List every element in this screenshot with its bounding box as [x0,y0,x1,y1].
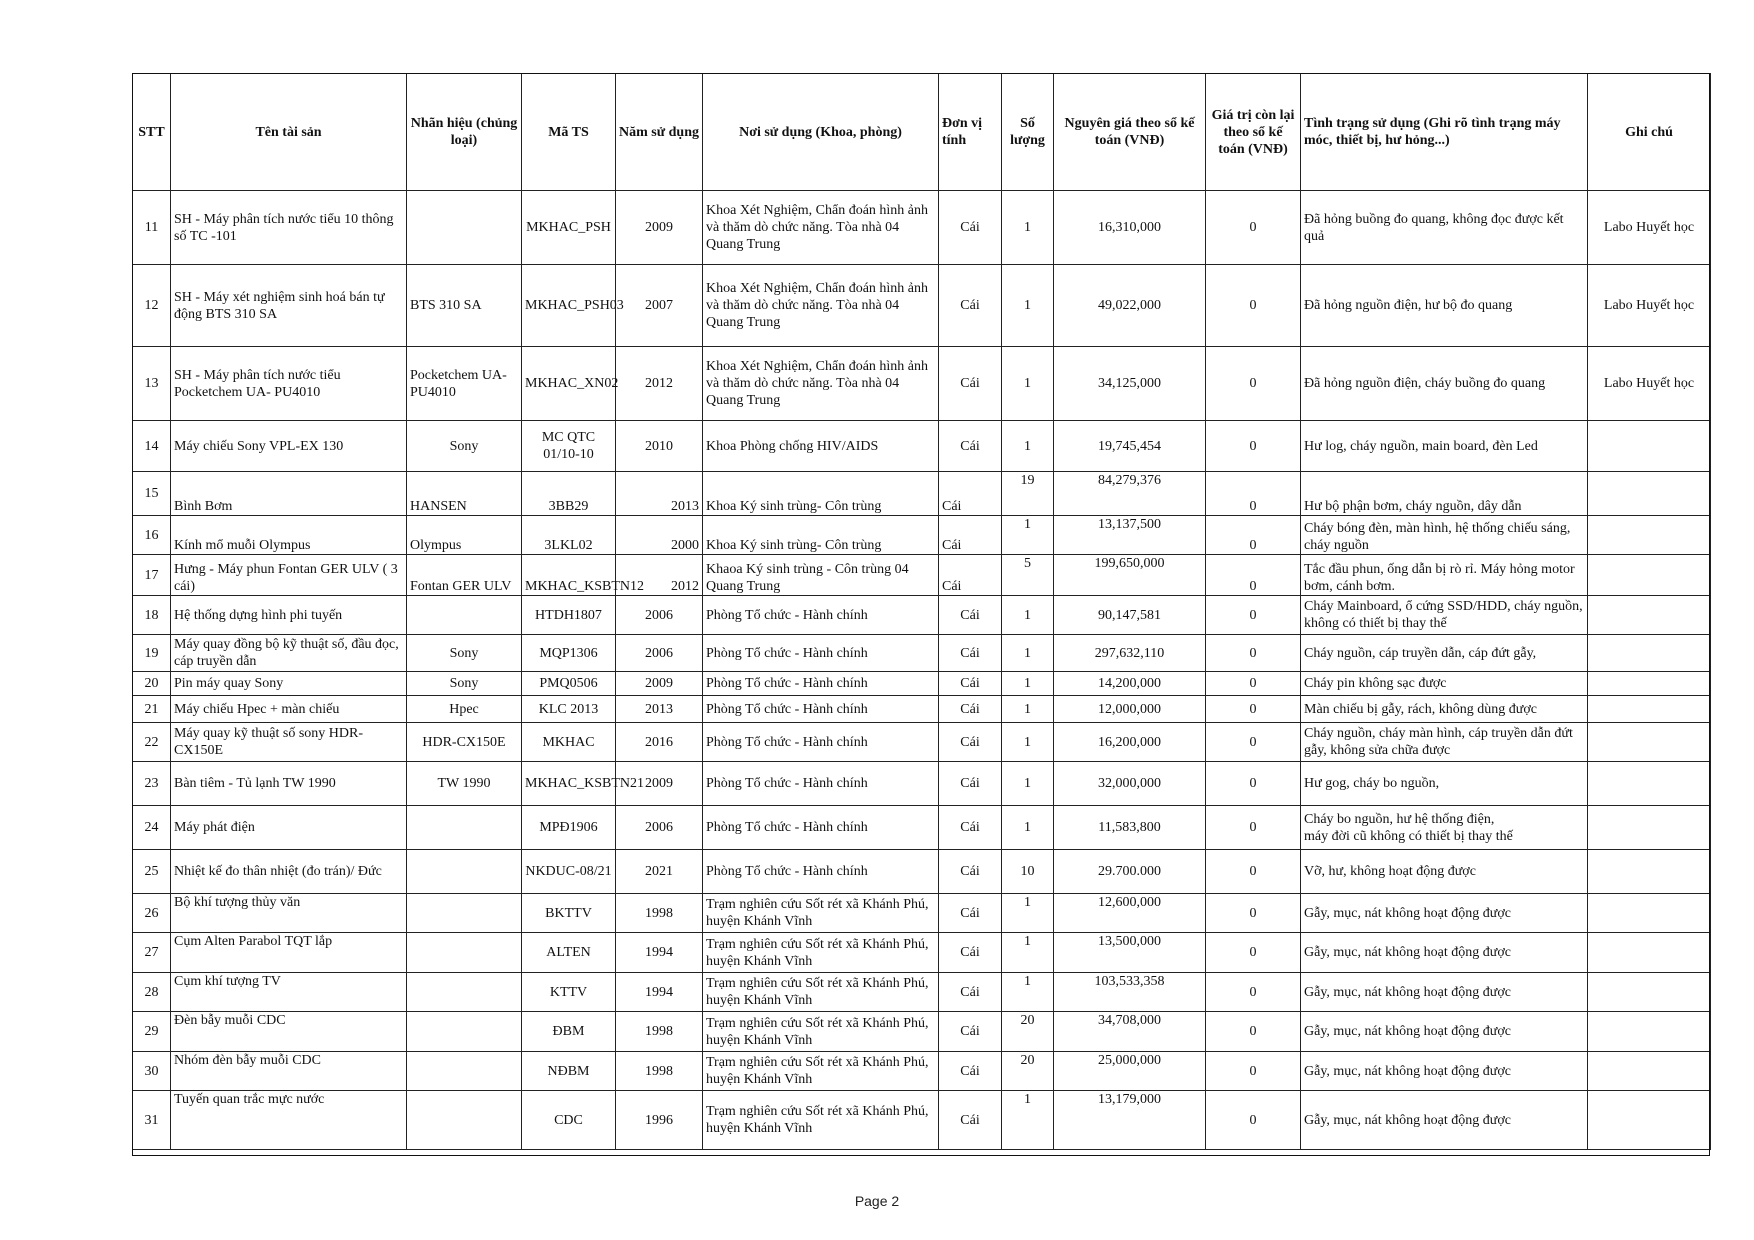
cell-qty: 10 [1002,850,1054,894]
cell-code: MKHAC_PSH03 [522,265,616,347]
table-row [133,596,1711,635]
cell-brand [407,191,522,265]
cell-name: Tuyến quan trắc mực nước [171,1091,407,1150]
cell-status: Cháy bóng đèn, màn hình, hệ thống chiếu sáng, cháy nguồn [1301,516,1588,555]
cell-name: Máy chiếu Sony VPL-EX 130 [171,421,407,472]
cell-status: Đã hỏng buồng đo quang, không đọc được kết quả [1301,191,1588,265]
asset-table [132,73,1711,1150]
cell-remaining: 0 [1206,555,1301,596]
cell-location: Trạm nghiên cứu Sốt rét xã Khánh Phú, huyện Khánh Vĩnh [703,1091,939,1150]
cell-status: Cháy Mainboard, ổ cứng SSD/HDD, cháy nguồn, không có thiết bị thay thế [1301,596,1588,635]
cell-code: MKHAC_PSH [522,191,616,265]
cell-stt: 14 [133,421,171,472]
header-remaining: Giá trị còn lại theo sổ kế toán (VNĐ) [1206,74,1301,191]
header-year: Năm sử dụng [616,74,703,191]
cell-code: 3LKL02 [522,516,616,555]
cell-code: HTDH1807 [522,596,616,635]
cell-name: Cụm Alten Parabol TQT lắp [171,933,407,973]
cell-brand [407,1052,522,1091]
cell-name: Máy chiếu Hpec + màn chiếu [171,696,407,723]
cell-cost: 14,200,000 [1054,672,1206,696]
header-row [133,74,1711,191]
cell-qty: 1 [1002,265,1054,347]
cell-qty: 20 [1002,1052,1054,1091]
cell-stt: 19 [133,635,171,672]
cell-remaining: 0 [1206,516,1301,555]
table-row [133,472,1711,516]
cell-qty: 1 [1002,191,1054,265]
cell-note: Labo Huyết học [1588,265,1711,347]
table-row [133,973,1711,1012]
cell-location: Phòng Tổ chức - Hành chính [703,850,939,894]
cell-unit: Cái [939,894,1002,933]
cell-unit: Cái [939,265,1002,347]
cell-year: 2016 [616,723,703,762]
table-row [133,1091,1711,1150]
cell-name: SH - Máy phân tích nước tiểu 10 thông số TC -101 [171,191,407,265]
table-row [133,762,1711,806]
cell-status: Cháy bo nguồn, hư hệ thống điện, máy đời cũ không có thiết bị thay thế [1301,806,1588,850]
table-row [133,1012,1711,1052]
cell-status: Cháy nguồn, cháy màn hình, cáp truyền dẫn đứt gẫy, không sửa chữa được [1301,723,1588,762]
cell-qty: 1 [1002,596,1054,635]
cell-qty: 1 [1002,672,1054,696]
cell-remaining: 0 [1206,696,1301,723]
cell-stt: 20 [133,672,171,696]
header-cost: Nguyên giá theo sổ kế toán (VNĐ) [1054,74,1206,191]
cell-note [1588,894,1711,933]
cell-name: Nhóm đèn bẫy muỗi CDC [171,1052,407,1091]
cell-qty: 1 [1002,516,1054,555]
table-row [133,672,1711,696]
cell-remaining: 0 [1206,1091,1301,1150]
cell-stt: 23 [133,762,171,806]
header-status: Tình trạng sử dụng (Ghi rõ tình trạng máy móc, thiết bị, hư hỏng...) [1301,74,1588,191]
cell-unit: Cái [939,1091,1002,1150]
table-row [133,894,1711,933]
cell-note [1588,933,1711,973]
cell-brand: BTS 310 SA [407,265,522,347]
cell-remaining: 0 [1206,894,1301,933]
cell-note: Labo Huyết học [1588,191,1711,265]
cell-brand [407,806,522,850]
cell-unit: Cái [939,973,1002,1012]
cell-qty: 1 [1002,762,1054,806]
cell-name: Kính mổ muỗi Olympus [171,516,407,555]
cell-code: MKHAC_KSBTN12 [522,555,616,596]
cell-unit: Cái [939,762,1002,806]
cell-qty: 1 [1002,347,1054,421]
cell-qty: 1 [1002,973,1054,1012]
table-row [133,696,1711,723]
cell-remaining: 0 [1206,472,1301,516]
cell-status: Hư gog, cháy bo nguồn, [1301,762,1588,806]
cell-remaining: 0 [1206,973,1301,1012]
cell-name: Nhiệt kế đo thân nhiệt (đo trán)/ Đức [171,850,407,894]
cell-unit: Cái [939,933,1002,973]
cell-brand [407,894,522,933]
cell-cost: 16,310,000 [1054,191,1206,265]
cell-cost: 90,147,581 [1054,596,1206,635]
cell-unit: Cái [939,696,1002,723]
cell-location: Khoa Xét Nghiệm, Chẩn đoán hình ảnh và thăm dò chức năng. Tòa nhà 04 Quang Trung [703,191,939,265]
cell-qty: 1 [1002,635,1054,672]
cell-stt: 22 [133,723,171,762]
table-row [133,516,1711,555]
cell-location: Phòng Tổ chức - Hành chính [703,762,939,806]
cell-unit: Cái [939,850,1002,894]
header-code: Mã TS [522,74,616,191]
cell-code: MKHAC_XN02 [522,347,616,421]
cell-remaining: 0 [1206,1012,1301,1052]
cell-remaining: 0 [1206,596,1301,635]
cell-brand: Pocketchem UA-PU4010 [407,347,522,421]
cell-code: NĐBM [522,1052,616,1091]
cell-status: Đã hỏng nguồn điện, hư bộ đo quang [1301,265,1588,347]
cell-status: Gẫy, mục, nát không hoạt động được [1301,1052,1588,1091]
cell-note [1588,1052,1711,1091]
cell-location: Phòng Tổ chức - Hành chính [703,723,939,762]
cell-stt: 31 [133,1091,171,1150]
cell-year: 2009 [616,672,703,696]
cell-location: Khoa Phòng chống HIV/AIDS [703,421,939,472]
table-row [133,850,1711,894]
cell-status: Vỡ, hư, không hoạt động được [1301,850,1588,894]
header-name: Tên tài sản [171,74,407,191]
cell-year: 1994 [616,933,703,973]
cell-stt: 27 [133,933,171,973]
table-row [133,191,1711,265]
cell-unit: Cái [939,516,1002,555]
cell-location: Trạm nghiên cứu Sốt rét xã Khánh Phú, huyện Khánh Vĩnh [703,1012,939,1052]
cell-location: Phòng Tổ chức - Hành chính [703,806,939,850]
cell-note [1588,596,1711,635]
cell-remaining: 0 [1206,191,1301,265]
cell-remaining: 0 [1206,347,1301,421]
cell-year: 1994 [616,973,703,1012]
cell-location: Phòng Tổ chức - Hành chính [703,635,939,672]
cell-brand: TW 1990 [407,762,522,806]
table-row [133,421,1711,472]
cell-year: 2021 [616,850,703,894]
cell-cost: 32,000,000 [1054,762,1206,806]
cell-brand [407,973,522,1012]
cell-year: 2010 [616,421,703,472]
cell-location: Trạm nghiên cứu Sốt rét xã Khánh Phú, huyện Khánh Vĩnh [703,973,939,1012]
cell-status: Gẫy, mục, nát không hoạt động được [1301,1091,1588,1150]
cell-code: KTTV [522,973,616,1012]
cell-qty: 20 [1002,1012,1054,1052]
cell-year: 2009 [616,191,703,265]
cell-qty: 1 [1002,696,1054,723]
cell-status: Cháy pin không sạc được [1301,672,1588,696]
cell-name: SH - Máy phân tích nước tiểu Pocketchem UA- PU4010 [171,347,407,421]
cell-code: MQP1306 [522,635,616,672]
cell-location: Trạm nghiên cứu Sốt rét xã Khánh Phú, huyện Khánh Vĩnh [703,1052,939,1091]
cell-stt: 15 [133,472,171,516]
cell-stt: 12 [133,265,171,347]
cell-stt: 11 [133,191,171,265]
cell-code: MKHAC [522,723,616,762]
cell-stt: 17 [133,555,171,596]
cell-note [1588,806,1711,850]
cell-name: Pin máy quay Sony [171,672,407,696]
cell-name: Hệ thống dựng hình phi tuyến [171,596,407,635]
cell-year: 2006 [616,596,703,635]
table-row [133,347,1711,421]
cell-code: ĐBM [522,1012,616,1052]
cell-stt: 25 [133,850,171,894]
table-row [133,723,1711,762]
cell-name: Đèn bẫy muỗi CDC [171,1012,407,1052]
header-unit: Đơn vị tính [939,74,1002,191]
cell-unit: Cái [939,555,1002,596]
table-row [133,933,1711,973]
header-qty: Số lượng [1002,74,1054,191]
cell-remaining: 0 [1206,421,1301,472]
cell-cost: 13,500,000 [1054,933,1206,973]
cell-name: Máy quay đồng bộ kỹ thuật số, đầu đọc, cáp truyền dẫn [171,635,407,672]
cell-remaining: 0 [1206,762,1301,806]
cell-qty: 1 [1002,933,1054,973]
cell-brand: Sony [407,672,522,696]
cell-year: 2013 [616,472,703,516]
cell-year: 2013 [616,696,703,723]
cell-unit: Cái [939,347,1002,421]
cell-remaining: 0 [1206,265,1301,347]
cell-unit: Cái [939,596,1002,635]
cell-note [1588,850,1711,894]
cell-cost: 12,600,000 [1054,894,1206,933]
cell-cost: 103,533,358 [1054,973,1206,1012]
cell-stt: 16 [133,516,171,555]
cell-location: Khaoa Ký sinh trùng - Côn trùng 04 Quang Trung [703,555,939,596]
cell-brand: Olympus [407,516,522,555]
cell-year: 2012 [616,555,703,596]
cell-brand [407,1091,522,1150]
cell-year: 1998 [616,894,703,933]
cell-cost: 84,279,376 [1054,472,1206,516]
cell-code: MPĐ1906 [522,806,616,850]
cell-year: 1998 [616,1012,703,1052]
cell-stt: 13 [133,347,171,421]
cell-note [1588,1091,1711,1150]
cell-location: Khoa Xét Nghiệm, Chẩn đoán hình ảnh và thăm dò chức năng. Tòa nhà 04 Quang Trung [703,347,939,421]
cell-status: Đã hỏng nguồn điện, cháy buồng đo quang [1301,347,1588,421]
cell-cost: 11,583,800 [1054,806,1206,850]
cell-brand: Sony [407,421,522,472]
cell-status: Màn chiếu bị gẫy, rách, không dùng được [1301,696,1588,723]
cell-name: Bàn tiêm - Tủ lạnh TW 1990 [171,762,407,806]
cell-qty: 1 [1002,1091,1054,1150]
cell-brand: HDR-CX150E [407,723,522,762]
cell-code: CDC [522,1091,616,1150]
cell-note [1588,1012,1711,1052]
page-number: Page 2 [854,1193,900,1209]
cell-year: 2006 [616,635,703,672]
cell-year: 2009 [616,762,703,806]
cell-code: NKDUC-08/21 [522,850,616,894]
cell-note [1588,973,1711,1012]
cell-code: PMQ0506 [522,672,616,696]
cell-year: 2006 [616,806,703,850]
cell-note: Labo Huyết học [1588,347,1711,421]
cell-unit: Cái [939,806,1002,850]
cell-note [1588,762,1711,806]
cell-unit: Cái [939,672,1002,696]
cell-remaining: 0 [1206,672,1301,696]
cell-note [1588,516,1711,555]
cell-status: Cháy nguồn, cáp truyền dẫn, cáp đứt gẫy, [1301,635,1588,672]
cell-code: BKTTV [522,894,616,933]
header-brand: Nhãn hiệu (chủng loại) [407,74,522,191]
cell-cost: 16,200,000 [1054,723,1206,762]
cell-unit: Cái [939,635,1002,672]
cell-remaining: 0 [1206,806,1301,850]
cell-location: Trạm nghiên cứu Sốt rét xã Khánh Phú, huyện Khánh Vĩnh [703,894,939,933]
table-row [133,1052,1711,1091]
cell-cost: 199,650,000 [1054,555,1206,596]
cell-unit: Cái [939,1052,1002,1091]
table-row [133,806,1711,850]
header-note: Ghi chú [1588,74,1711,191]
cell-location: Khoa Xét Nghiệm, Chẩn đoán hình ảnh và thăm dò chức năng. Tòa nhà 04 Quang Trung [703,265,939,347]
cell-name: Máy quay kỹ thuật số sony HDR-CX150E [171,723,407,762]
cell-location: Khoa Ký sinh trùng- Côn trùng [703,472,939,516]
cell-cost: 49,022,000 [1054,265,1206,347]
cell-unit: Cái [939,723,1002,762]
cell-cost: 19,745,454 [1054,421,1206,472]
cell-status: Hư bộ phận bơm, cháy nguồn, dây dẫn [1301,472,1588,516]
cell-note [1588,672,1711,696]
cell-cost: 34,708,000 [1054,1012,1206,1052]
cell-stt: 18 [133,596,171,635]
cell-stt: 28 [133,973,171,1012]
cell-note [1588,635,1711,672]
cell-year: 2007 [616,265,703,347]
cell-unit: Cái [939,472,1002,516]
cell-brand: HANSEN [407,472,522,516]
cell-brand: Hpec [407,696,522,723]
table-row [133,265,1711,347]
cell-qty: 1 [1002,723,1054,762]
cell-note [1588,472,1711,516]
cell-stt: 26 [133,894,171,933]
cell-remaining: 0 [1206,635,1301,672]
cell-cost: 13,179,000 [1054,1091,1206,1150]
cell-location: Trạm nghiên cứu Sốt rét xã Khánh Phú, huyện Khánh Vĩnh [703,933,939,973]
cell-stt: 30 [133,1052,171,1091]
cell-year: 1996 [616,1091,703,1150]
cell-brand [407,1012,522,1052]
cell-year: 2000 [616,516,703,555]
cell-location: Phòng Tổ chức - Hành chính [703,596,939,635]
cell-cost: 13,137,500 [1054,516,1206,555]
cell-remaining: 0 [1206,723,1301,762]
cell-brand: Sony [407,635,522,672]
cell-location: Phòng Tổ chức - Hành chính [703,672,939,696]
cell-remaining: 0 [1206,1052,1301,1091]
cell-remaining: 0 [1206,850,1301,894]
cell-note [1588,696,1711,723]
cell-cost: 34,125,000 [1054,347,1206,421]
cell-code: MC QTC 01/10-10 [522,421,616,472]
cell-code: MKHAC_KSBTN21 [522,762,616,806]
cell-note [1588,723,1711,762]
cell-stt: 29 [133,1012,171,1052]
cell-qty: 1 [1002,894,1054,933]
cell-unit: Cái [939,191,1002,265]
cell-name: SH - Máy xét nghiệm sinh hoá bán tự động BTS 310 SA [171,265,407,347]
cell-name: Bộ khí tượng thủy văn [171,894,407,933]
header-location: Nơi sử dụng (Khoa, phòng) [703,74,939,191]
cell-status: Tắc đầu phun, ống dẫn bị rò rỉ. Máy hỏng motor bơm, cánh bơm. [1301,555,1588,596]
cell-cost: 12,000,000 [1054,696,1206,723]
header-stt: STT [133,74,171,191]
cell-note [1588,555,1711,596]
cell-location: Khoa Ký sinh trùng- Côn trùng [703,516,939,555]
table-row [133,555,1711,596]
cell-year: 2012 [616,347,703,421]
cell-qty: 1 [1002,806,1054,850]
cell-brand [407,596,522,635]
cell-code: ALTEN [522,933,616,973]
cell-status: Gẫy, mục, nát không hoạt động được [1301,973,1588,1012]
cell-status: Hư log, cháy nguồn, main board, đèn Led [1301,421,1588,472]
cell-cost: 25,000,000 [1054,1052,1206,1091]
cell-location: Phòng Tổ chức - Hành chính [703,696,939,723]
cell-cost: 29.700.000 [1054,850,1206,894]
cell-name: Hưng - Máy phun Fontan GER ULV ( 3 cái) [171,555,407,596]
cell-status: Gẫy, mục, nát không hoạt động được [1301,1012,1588,1052]
cell-code: 3BB29 [522,472,616,516]
cell-unit: Cái [939,1012,1002,1052]
cell-name: Cụm khí tượng TV [171,973,407,1012]
cell-brand [407,933,522,973]
cell-qty: 1 [1002,421,1054,472]
cell-remaining: 0 [1206,933,1301,973]
cell-note [1588,421,1711,472]
cell-unit: Cái [939,421,1002,472]
cell-name: Bình Bơm [171,472,407,516]
cell-stt: 24 [133,806,171,850]
cell-name: Máy phát điện [171,806,407,850]
cell-status: Gẫy, mục, nát không hoạt động được [1301,933,1588,973]
cell-status: Gẫy, mục, nát không hoạt động được [1301,894,1588,933]
cell-cost: 297,632,110 [1054,635,1206,672]
cell-qty: 19 [1002,472,1054,516]
cell-brand [407,850,522,894]
cell-brand: Fontan GER ULV [407,555,522,596]
cell-qty: 5 [1002,555,1054,596]
cell-year: 1998 [616,1052,703,1091]
cell-code: KLC 2013 [522,696,616,723]
table-row [133,635,1711,672]
cell-stt: 21 [133,696,171,723]
